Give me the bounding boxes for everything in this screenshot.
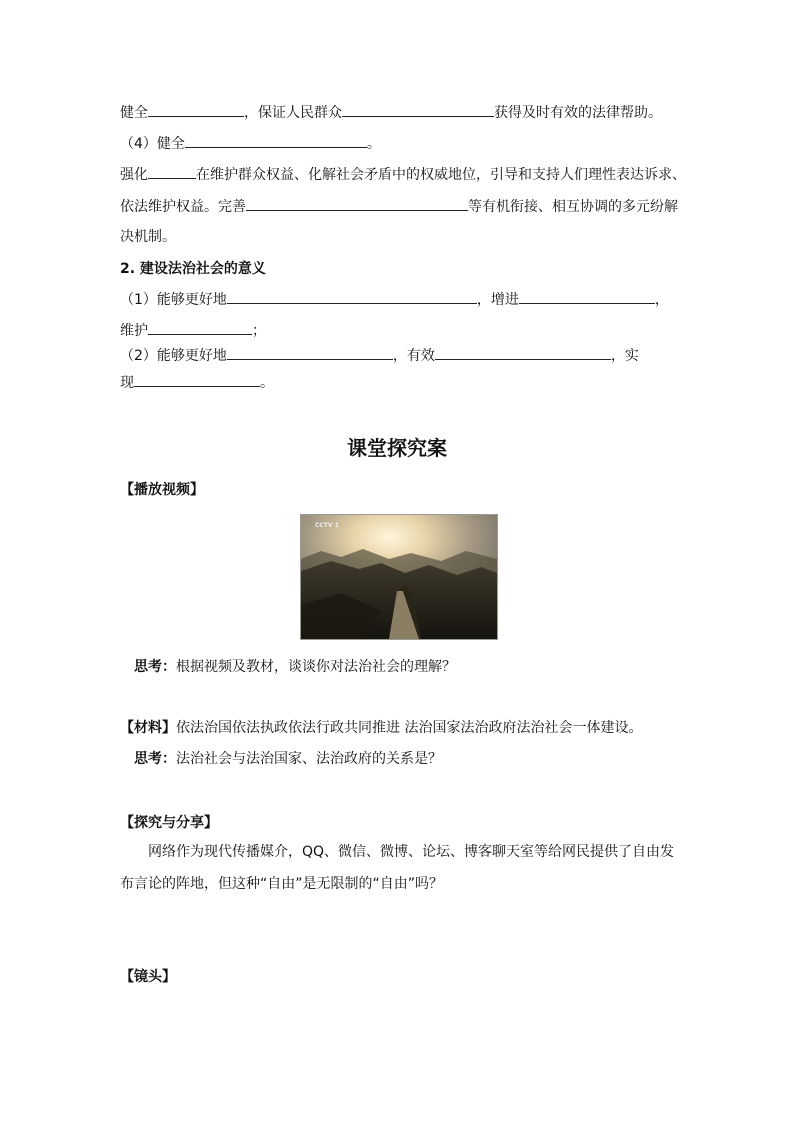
answer-blank[interactable] — [246, 196, 468, 211]
think-text: 根据视频及教材，谈谈你对法治社会的理解？ — [176, 659, 456, 675]
video-thumbnail[interactable] — [300, 514, 498, 640]
text: 现 — [120, 375, 134, 391]
answer-blank[interactable] — [185, 133, 367, 148]
material-text: 依法治国依法执政依法行政共同推进 法治国家法治政府法治社会一体建设。 — [176, 720, 643, 736]
text: 。 — [366, 136, 381, 152]
text: 。 — [260, 375, 274, 391]
text: ，实 — [610, 348, 639, 364]
text: 等有机衔接、相互协调的多元纷解 — [468, 199, 678, 215]
answer-blank[interactable] — [148, 102, 244, 117]
material-line — [120, 718, 642, 738]
answer-blank[interactable] — [227, 345, 393, 360]
fill-line-2 — [120, 133, 381, 154]
fill-line-1 — [120, 102, 662, 123]
think-label: 思考： — [134, 659, 176, 675]
text: ， — [654, 292, 669, 308]
think-question-1 — [134, 657, 456, 677]
answer-blank[interactable] — [342, 102, 494, 117]
text: 在维护群众权益、化解社会矛盾中的权威地位，引导和支持人们理性表达诉求、 — [196, 167, 686, 183]
fill-line-3 — [120, 164, 686, 185]
channel-logo: CCTV 1 — [315, 522, 339, 529]
think-text: 法治社会与法治国家、法治政府的关系是？ — [176, 751, 442, 767]
explore-text-2: 布言论的阵地，但这种“自由”是无限制的“自由”吗？ — [120, 876, 444, 892]
text: （4）健全 — [120, 136, 185, 152]
page-title: 课堂探究案 — [347, 436, 447, 460]
answer-blank[interactable] — [148, 164, 196, 179]
think-question-2 — [134, 749, 442, 769]
fill-line-5 — [120, 289, 669, 310]
text-line: 决机制。 — [120, 229, 176, 245]
think-label: 思考： — [134, 751, 176, 767]
section-heading: 2. 建设法治社会的意义 — [120, 261, 266, 277]
fill-line-6 — [120, 320, 266, 341]
text: ； — [252, 323, 266, 339]
fill-line-8 — [120, 372, 274, 393]
fill-line-4 — [120, 196, 678, 217]
answer-blank[interactable] — [134, 372, 260, 387]
text: 强化 — [120, 167, 148, 183]
text: ，保证人民群众 — [244, 105, 342, 121]
explore-tag: 【探究与分享】 — [120, 815, 218, 831]
lens-tag: 【镜头】 — [120, 969, 176, 985]
text: 获得及时有效的法律帮助。 — [494, 105, 662, 121]
text: 依法维护权益。完善 — [120, 199, 246, 215]
fill-line-7 — [120, 345, 639, 366]
material-tag: 【材料】 — [120, 720, 176, 736]
text: 健全 — [120, 105, 148, 121]
text: ，有效 — [392, 348, 435, 364]
text: （1）能够更好地 — [120, 292, 227, 308]
answer-blank[interactable] — [519, 289, 655, 304]
text: （2）能够更好地 — [120, 348, 227, 364]
great-wall-sunset-image — [301, 515, 497, 639]
text: 维护 — [120, 323, 148, 339]
explore-text-1: 网络作为现代传播媒介，QQ、微信、微博、论坛、博客聊天室等给网民提供了自由发 — [148, 844, 675, 860]
answer-blank[interactable] — [227, 289, 477, 304]
text: ，增进 — [476, 292, 519, 308]
answer-blank[interactable] — [435, 345, 611, 360]
answer-blank[interactable] — [148, 320, 252, 335]
video-tag: 【播放视频】 — [120, 482, 204, 498]
